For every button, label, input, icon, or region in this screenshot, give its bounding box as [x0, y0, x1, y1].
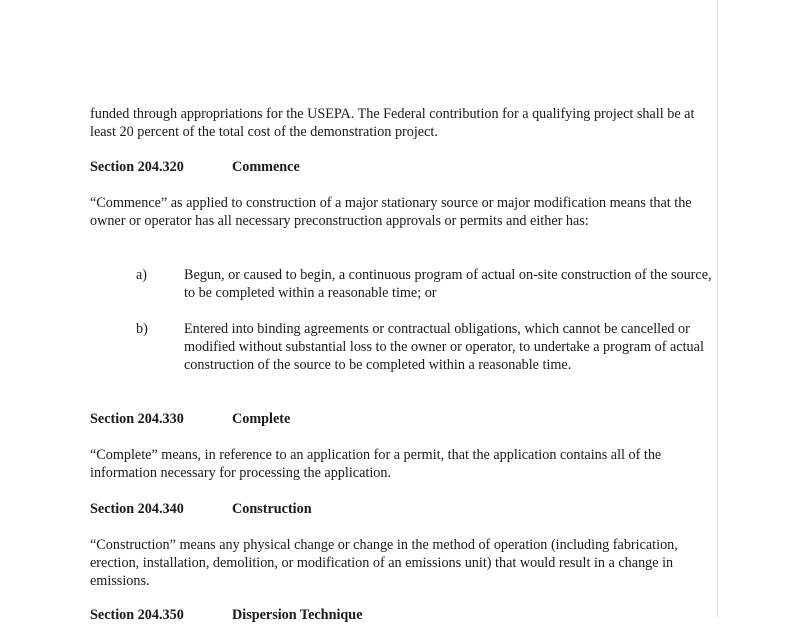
section-number: Section 204.340 [90, 501, 184, 517]
section-title: Dispersion Technique [232, 607, 363, 623]
section-number: Section 204.330 [90, 411, 184, 427]
list-item-text: Begun, or caused to begin, a continuous program of actual on-site construction of the source, to be completed within a reasonable time; or [184, 267, 712, 301]
section-number: Section 204.320 [90, 159, 184, 175]
list-item-label: a) [136, 267, 148, 283]
section-body-commence: “Commence” as applied to construction of a major stationary source or major modification means that the owner or operator has all necessary preconstruction approvals or permits and either has: [90, 195, 692, 229]
list-item-label: b) [136, 321, 148, 337]
section-heading-204-340 [90, 500, 312, 518]
section-body-complete: “Complete” means, in reference to an application for a permit, that the application contains all of the information necessary for processing the application. [90, 447, 662, 481]
section-body-construction: “Construction” means any physical change or change in the method of operation (including fabrication, erection, installation, demolition, or modification of an emissions unit) that would result in a change in emissions. [90, 537, 678, 589]
section-heading-204-330 [90, 410, 290, 428]
section-heading-204-320 [90, 158, 300, 176]
section-title: Complete [232, 411, 291, 427]
page-edge-divider [717, 0, 718, 618]
section-heading-204-350 [90, 606, 363, 624]
section-title: Construction [232, 501, 312, 517]
intro-paragraph: funded through appropriations for the USEPA. The Federal contribution for a qualifying project shall be at least 20 percent of the total cost of the demonstration project. [90, 106, 695, 140]
section-number: Section 204.350 [90, 607, 184, 623]
section-title: Commence [232, 159, 300, 175]
list-item-text: Entered into binding agreements or contractual obligations, which cannot be cancelled or modified without substantial loss to the owner or operator, to undertake a program of actual construction of the source to be completed within a reasonable time. [184, 321, 704, 373]
